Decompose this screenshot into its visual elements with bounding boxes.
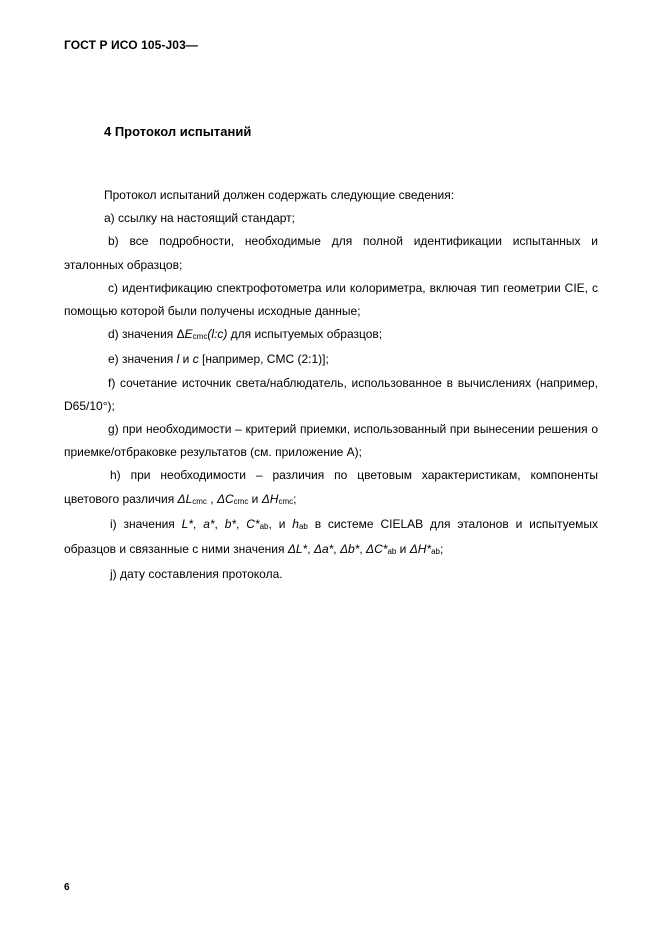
intro-paragraph: Протокол испытаний должен содержать следующие сведения: <box>104 188 455 202</box>
item-h-dc-sub: cmc <box>233 496 249 506</box>
item-i-dH: ΔH* <box>409 542 432 557</box>
item-h-dl-sub: cmc <box>192 496 207 506</box>
item-e-suffix: [например, CMC (2:1)]; <box>198 352 329 367</box>
list-item-g: g) при необходимости – критерий приемки, использованный при вынесении решения о приемке/отбраковке результатов (см. приложение А); <box>64 422 598 460</box>
item-i-L: L* <box>181 516 194 531</box>
item-e-l: l <box>176 352 180 367</box>
list-item-b: b) все подробности, необходимые для полной идентификации испытанных и эталонных образцов; <box>64 234 598 272</box>
item-e-mid: и <box>179 352 193 367</box>
item-i-sep8: и <box>396 542 410 557</box>
item-d-suffix: для испытуемых образцов; <box>227 327 383 342</box>
item-d-sub: cmc <box>192 332 208 342</box>
item-i-middle: в системе CIELAB для эталонов и испытуемых образцов и связанные с ними значения <box>64 516 598 557</box>
item-i-sep5: , <box>307 542 314 557</box>
list-item-j: j) дату составления протокола. <box>110 567 283 582</box>
item-h-dh-sub: cmc <box>278 496 294 506</box>
item-i-sep7: , <box>359 542 367 557</box>
item-d-var: E <box>184 327 193 342</box>
item-i-suffix: ; <box>440 542 444 557</box>
item-i-sep3: , <box>236 516 247 531</box>
item-i-sep1: , <box>193 516 204 531</box>
item-i-da: Δa* <box>313 542 334 557</box>
item-e-c: c <box>192 352 199 367</box>
list-item-d <box>64 323 598 348</box>
item-h-dc: ΔC <box>216 491 234 506</box>
item-i-dC-sub: ab <box>387 547 397 557</box>
item-i-prefix: i) значения <box>110 516 182 531</box>
item-h-suffix: ; <box>293 491 297 506</box>
list-item-e <box>64 348 598 371</box>
list-item-f: f) сочетание источник света/наблюдатель, использованное в вычислениях (например, D65/10°); <box>64 375 598 413</box>
item-i-sep6: , <box>333 542 340 557</box>
item-i-dH-sub: ab <box>431 547 441 557</box>
item-i-db: Δb* <box>339 542 360 557</box>
document-code-header: ГОСТ Р ИСО 105-J03— <box>64 38 198 52</box>
item-i-a: a* <box>203 516 215 531</box>
item-h-prefix: h) при необходимости – различия по цветовым характеристикам, компоненты цветового различия <box>64 468 598 506</box>
item-h-dl: ΔL <box>177 491 193 506</box>
item-i-dL: ΔL* <box>287 542 308 557</box>
item-i-h-sub: ab <box>298 521 308 531</box>
item-i-b: b* <box>224 516 237 531</box>
list-item-a: а) ссылку на настоящий стандарт; <box>104 211 296 226</box>
item-i-C-sub: ab <box>259 521 269 531</box>
item-i-h: h <box>292 516 299 531</box>
item-i-sep4: , и <box>268 516 293 531</box>
report-requirements-list <box>64 184 598 586</box>
section-title: 4 Протокол испытаний <box>104 124 252 139</box>
page-number: 6 <box>64 882 70 893</box>
item-d-args: (l:c) <box>207 327 228 342</box>
item-i-C: C* <box>246 516 260 531</box>
item-h-dh: ΔH <box>261 491 279 506</box>
item-h-sep1: , <box>206 491 217 506</box>
item-h-sep2: и <box>248 491 262 506</box>
item-d-delta: Δ <box>176 327 185 342</box>
list-item-c: с) идентификацию спектрофотометра или колориметра, включая тип геометрии CIE, с помощью которой были получены исходные данные; <box>64 280 598 319</box>
item-d-prefix: d) значения <box>108 327 177 342</box>
list-item-i <box>64 513 598 563</box>
item-e-prefix: е) значения <box>108 352 177 367</box>
item-i-dC: ΔC* <box>366 542 388 557</box>
item-i-sep2: , <box>214 516 225 531</box>
list-item-h <box>64 464 598 512</box>
